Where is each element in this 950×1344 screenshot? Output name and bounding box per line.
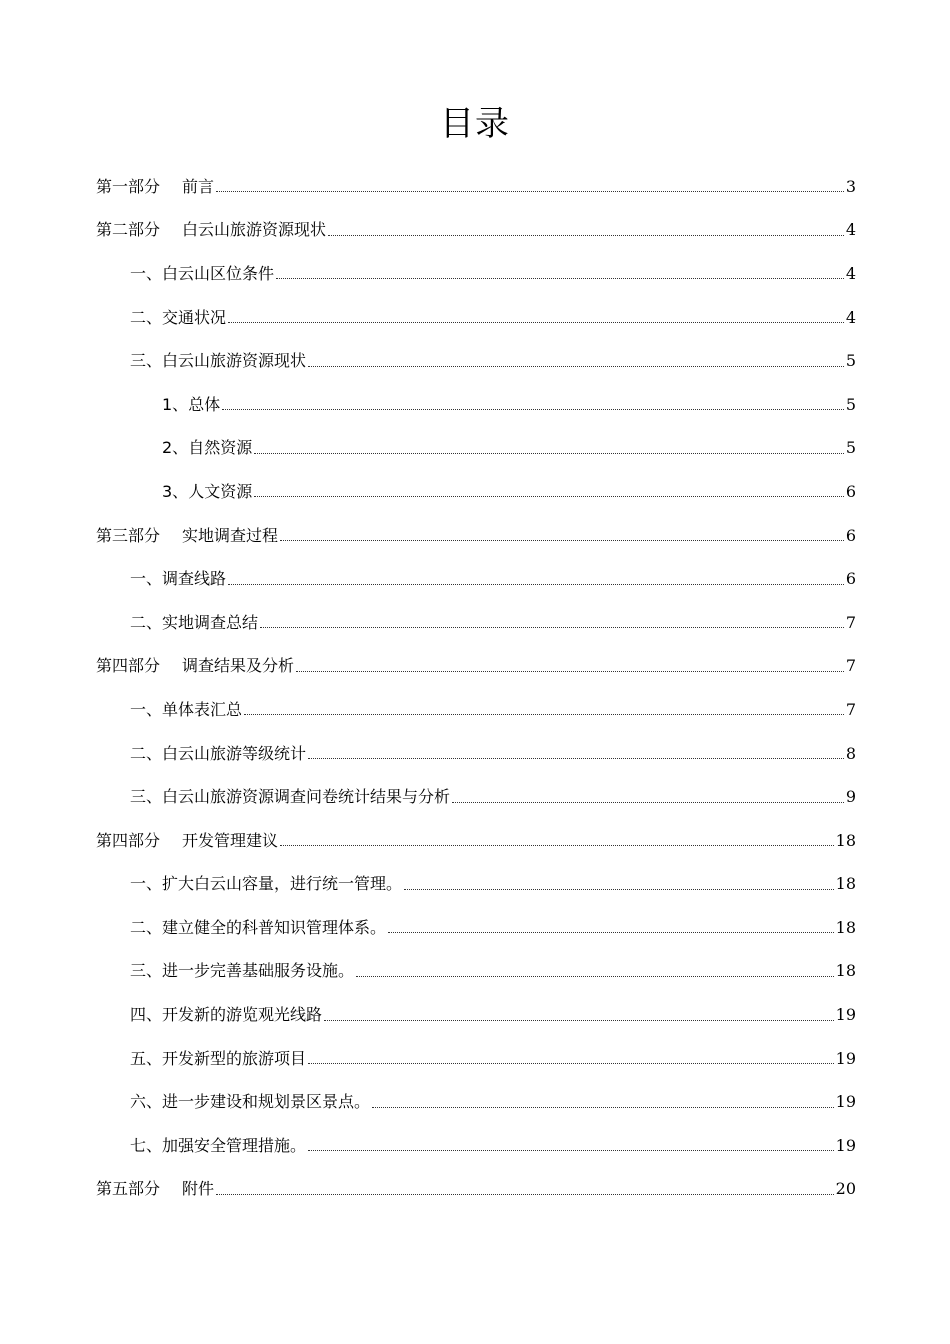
toc-entry-page-number: 4 bbox=[845, 263, 856, 283]
toc-entry[interactable] bbox=[96, 165, 856, 209]
toc-entry-label: 人文资源 bbox=[188, 481, 253, 501]
toc-entry-page-number: 19 bbox=[835, 1005, 856, 1025]
toc-entry-page-number: 18 bbox=[835, 917, 856, 937]
toc-list bbox=[96, 165, 856, 1211]
toc-entry-number: 一、 bbox=[130, 569, 163, 589]
toc-dot-leader bbox=[308, 1149, 834, 1151]
toc-dot-leader bbox=[404, 888, 834, 890]
toc-entry[interactable] bbox=[96, 470, 856, 514]
toc-entry-number: 一、 bbox=[130, 874, 163, 894]
toc-entry-label: 附件 bbox=[182, 1179, 215, 1199]
toc-entry-page-number: 4 bbox=[845, 220, 856, 240]
toc-entry-number: 3、 bbox=[162, 481, 189, 501]
toc-entry-number: 二、 bbox=[130, 743, 163, 763]
toc-entry-number: 二、 bbox=[130, 917, 163, 937]
toc-entry-label: 进一步建设和规划景区景点。 bbox=[162, 1092, 371, 1112]
toc-entry[interactable] bbox=[96, 950, 856, 994]
toc-entry-text bbox=[130, 874, 402, 894]
toc-entry-number: 三、 bbox=[130, 961, 163, 981]
toc-entry-page-number: 6 bbox=[845, 569, 856, 589]
toc-entry-number: 二、 bbox=[130, 307, 163, 327]
toc-entry-page-number: 19 bbox=[835, 1135, 856, 1155]
toc-entry-label: 白云山旅游等级统计 bbox=[162, 743, 307, 763]
toc-entry-text bbox=[130, 569, 226, 589]
toc-entry-page-number: 4 bbox=[845, 307, 856, 327]
toc-dot-leader bbox=[356, 975, 834, 977]
toc-entry-page-number: 20 bbox=[835, 1179, 856, 1199]
toc-entry[interactable] bbox=[96, 1168, 856, 1212]
toc-entry[interactable] bbox=[96, 296, 856, 340]
toc-entry-text bbox=[96, 177, 214, 197]
toc-entry-page-number: 5 bbox=[845, 394, 856, 414]
toc-entry[interactable] bbox=[96, 1124, 856, 1168]
toc-entry-page-number: 5 bbox=[845, 438, 856, 458]
toc-entry[interactable] bbox=[96, 383, 856, 427]
toc-entry-text bbox=[162, 395, 220, 415]
toc-entry-text bbox=[130, 308, 226, 328]
toc-entry-text bbox=[130, 1136, 306, 1156]
toc-entry-page-number: 18 bbox=[835, 961, 856, 981]
toc-entry-number: 2、 bbox=[162, 438, 189, 458]
toc-entry-number: 六、 bbox=[130, 1092, 163, 1112]
toc-dot-leader bbox=[324, 1019, 834, 1021]
toc-entry-number: 一、 bbox=[130, 263, 163, 283]
toc-entry-label: 加强安全管理措施。 bbox=[162, 1135, 307, 1155]
toc-dot-leader bbox=[260, 626, 844, 628]
toc-entry-label: 白云山旅游资源调查问卷统计结果与分析 bbox=[162, 787, 451, 807]
toc-entry-number: 第一部分 bbox=[96, 176, 161, 196]
toc-entry-page-number: 6 bbox=[845, 481, 856, 501]
toc-dot-leader bbox=[372, 1106, 834, 1108]
toc-dot-leader bbox=[452, 801, 844, 803]
toc-entry-text bbox=[162, 438, 252, 458]
toc-entry-number: 第四部分 bbox=[96, 656, 161, 676]
toc-entry[interactable] bbox=[96, 688, 856, 732]
toc-entry[interactable] bbox=[96, 209, 856, 253]
toc-entry-text bbox=[96, 831, 278, 851]
toc-entry-number: 三、 bbox=[130, 351, 163, 371]
toc-entry-label: 进一步完善基础服务设施。 bbox=[162, 961, 355, 981]
toc-entry-text bbox=[96, 656, 294, 676]
toc-entry-page-number: 19 bbox=[835, 1048, 856, 1068]
toc-entry-page-number: 7 bbox=[845, 699, 856, 719]
toc-dot-leader bbox=[308, 365, 844, 367]
toc-entry-page-number: 7 bbox=[845, 612, 856, 632]
toc-entry-label: 前言 bbox=[182, 176, 215, 196]
toc-entry-label: 总体 bbox=[188, 394, 221, 414]
toc-entry[interactable] bbox=[96, 427, 856, 471]
toc-entry-label: 建立健全的科普知识管理体系。 bbox=[162, 917, 387, 937]
toc-dot-leader bbox=[254, 495, 844, 497]
toc-entry-text bbox=[130, 1005, 322, 1025]
toc-entry-label: 实地调查总结 bbox=[162, 612, 259, 632]
toc-entry-text bbox=[130, 1049, 306, 1069]
toc-entry-text bbox=[130, 351, 306, 371]
toc-dot-leader bbox=[280, 844, 834, 846]
toc-entry[interactable] bbox=[96, 906, 856, 950]
toc-entry-label: 自然资源 bbox=[188, 438, 253, 458]
toc-entry[interactable] bbox=[96, 775, 856, 819]
toc-dot-leader bbox=[280, 539, 844, 541]
toc-entry-label: 白云山区位条件 bbox=[162, 263, 275, 283]
toc-entry-text bbox=[130, 264, 274, 284]
toc-entry[interactable] bbox=[96, 252, 856, 296]
toc-entry-text bbox=[130, 1092, 370, 1112]
toc-entry-page-number: 8 bbox=[845, 743, 856, 763]
toc-entry-page-number: 5 bbox=[845, 351, 856, 371]
toc-entry-number: 一、 bbox=[130, 699, 163, 719]
toc-entry-page-number: 6 bbox=[845, 525, 856, 545]
toc-dot-leader bbox=[388, 931, 834, 933]
toc-entry-label: 实地调查过程 bbox=[182, 525, 279, 545]
toc-entry-label: 白云山旅游资源现状 bbox=[162, 351, 307, 371]
toc-entry[interactable] bbox=[96, 601, 856, 645]
toc-entry[interactable] bbox=[96, 993, 856, 1037]
toc-entry-number: 第三部分 bbox=[96, 525, 161, 545]
toc-entry[interactable] bbox=[96, 863, 856, 907]
toc-dot-leader bbox=[216, 1193, 834, 1195]
toc-entry-text bbox=[130, 787, 450, 807]
toc-entry-page-number: 3 bbox=[845, 176, 856, 196]
toc-entry-number: 1、 bbox=[162, 394, 189, 414]
toc-entry[interactable] bbox=[96, 732, 856, 776]
toc-entry-number: 七、 bbox=[130, 1135, 163, 1155]
toc-entry-number: 五、 bbox=[130, 1048, 163, 1068]
toc-dot-leader bbox=[296, 670, 844, 672]
toc-entry-number: 第四部分 bbox=[96, 830, 161, 850]
toc-entry-text bbox=[96, 526, 278, 546]
toc-entry-text bbox=[130, 700, 242, 720]
toc-entry-page-number: 19 bbox=[835, 1092, 856, 1112]
toc-dot-leader bbox=[228, 321, 844, 323]
toc-entry-label: 白云山旅游资源现状 bbox=[182, 220, 327, 240]
toc-dot-leader bbox=[328, 234, 844, 236]
toc-dot-leader bbox=[222, 408, 844, 410]
toc-entry[interactable] bbox=[96, 339, 856, 383]
toc-entry-label: 单体表汇总 bbox=[162, 699, 243, 719]
toc-entry-label: 开发新型的旅游项目 bbox=[162, 1048, 307, 1068]
toc-entry-page-number: 18 bbox=[835, 830, 856, 850]
toc-dot-leader bbox=[254, 452, 844, 454]
toc-entry-number: 四、 bbox=[130, 1005, 163, 1025]
toc-entry-page-number: 18 bbox=[835, 874, 856, 894]
toc-dot-leader bbox=[308, 1062, 834, 1064]
toc-entry-number: 二、 bbox=[130, 612, 163, 632]
toc-dot-leader bbox=[228, 583, 844, 585]
toc-dot-leader bbox=[216, 190, 844, 192]
toc-entry-text bbox=[130, 918, 386, 938]
toc-entry-number: 第二部分 bbox=[96, 220, 161, 240]
toc-entry[interactable] bbox=[96, 557, 856, 601]
toc-entry[interactable] bbox=[96, 819, 856, 863]
toc-dot-leader bbox=[244, 713, 844, 715]
toc-title: 目录 bbox=[440, 104, 510, 144]
toc-entry-number: 三、 bbox=[130, 787, 163, 807]
toc-entry-label: 开发管理建议 bbox=[182, 830, 279, 850]
toc-entry-text bbox=[96, 1179, 214, 1199]
toc-entry[interactable] bbox=[96, 1037, 856, 1081]
toc-entry-number: 第五部分 bbox=[96, 1179, 161, 1199]
toc-entry-text bbox=[130, 744, 306, 764]
toc-entry[interactable] bbox=[96, 645, 856, 689]
toc-entry-label: 扩大白云山容量，进行统一管理。 bbox=[162, 874, 403, 894]
toc-entry-page-number: 7 bbox=[845, 656, 856, 676]
toc-entry-label: 交通状况 bbox=[162, 307, 227, 327]
toc-entry-label: 调查结果及分析 bbox=[182, 656, 295, 676]
toc-dot-leader bbox=[308, 757, 844, 759]
toc-entry-label: 开发新的游览观光线路 bbox=[162, 1005, 323, 1025]
toc-entry-text bbox=[130, 961, 354, 981]
toc-entry[interactable] bbox=[96, 514, 856, 558]
toc-entry-text bbox=[130, 613, 258, 633]
toc-entry-text bbox=[162, 482, 252, 502]
toc-entry-page-number: 9 bbox=[845, 787, 856, 807]
toc-entry-label: 调查线路 bbox=[162, 569, 227, 589]
toc-entry-text bbox=[96, 220, 326, 240]
toc-dot-leader bbox=[276, 277, 844, 279]
toc-entry[interactable] bbox=[96, 1080, 856, 1124]
